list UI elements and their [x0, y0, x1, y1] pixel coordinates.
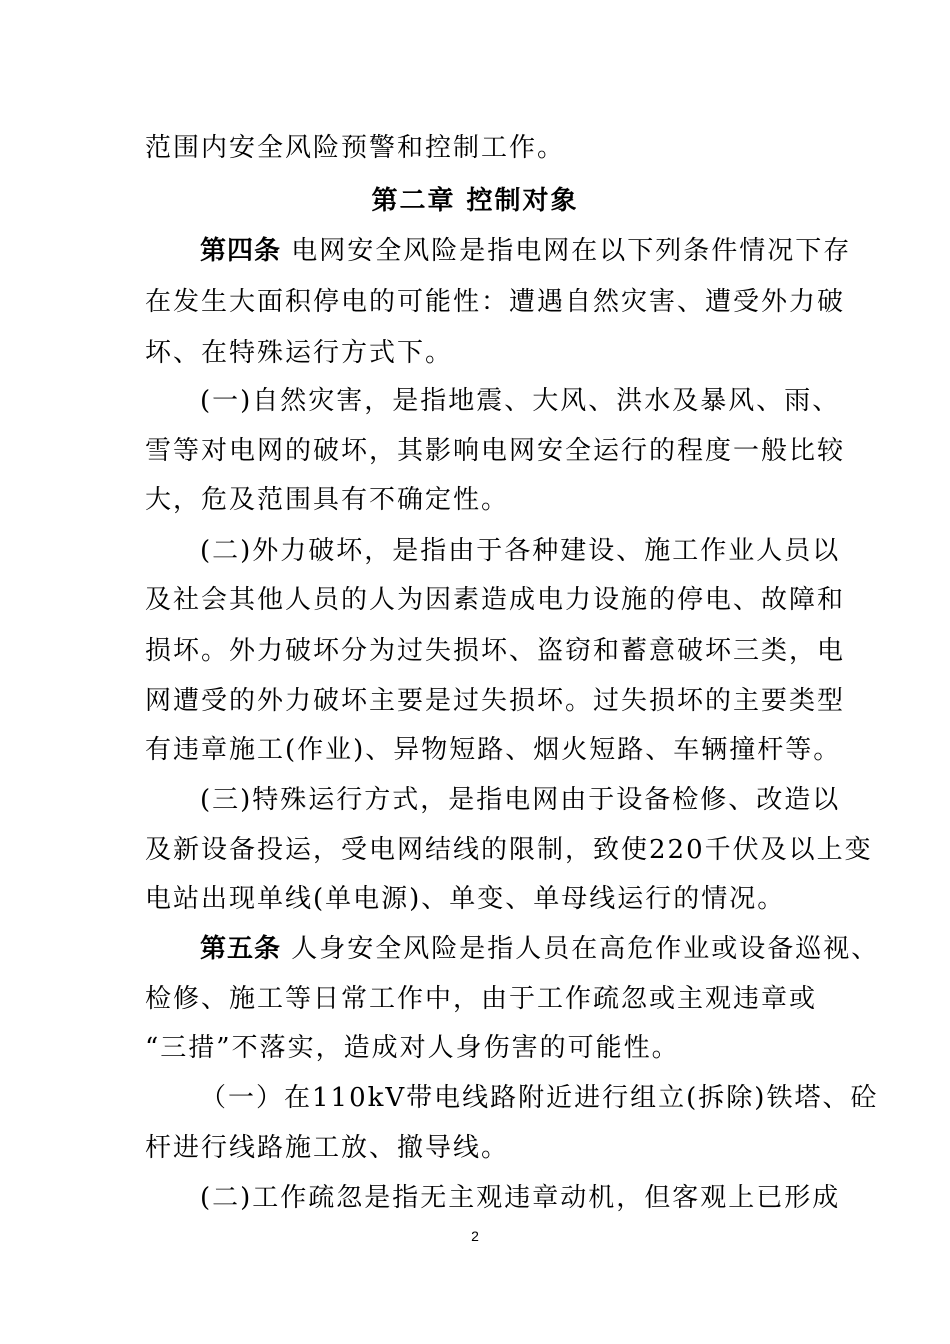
paragraph-line: 坏、在特殊运行方式下。	[145, 338, 454, 368]
article-5-text: 人身安全风险是指人员在高危作业或设备巡视、	[281, 934, 880, 964]
article-5-label: 第五条	[200, 934, 282, 964]
chapter-heading: 第二章 控制对象	[371, 186, 579, 216]
paragraph-line: (二)外力破坏，是指由于各种建设、施工作业人员以	[200, 536, 841, 566]
paragraph-line: (二)工作疏忽是指无主观违章动机，但客观上已形成	[200, 1183, 841, 1213]
page-number: 2	[471, 1228, 479, 1244]
paragraph-line: “三措”不落实，造成对人身伤害的可能性。	[145, 1033, 680, 1063]
paragraph-line: 电站出现单线(单电源)、单变、单母线运行的情况。	[145, 884, 786, 914]
article-4-text: 电网安全风险是指电网在以下列条件情况下存	[281, 236, 852, 266]
paragraph-line: 雪等对电网的破坏，其影响电网安全运行的程度一般比较	[145, 436, 846, 466]
paragraph-line: 杆进行线路施工放、撤导线。	[145, 1133, 510, 1163]
paragraph-line: (三)特殊运行方式，是指电网由于设备检修、改造以	[200, 785, 841, 815]
paragraph-line: 大，危及范围具有不确定性。	[145, 485, 510, 515]
paragraph-line: 在发生大面积停电的可能性：遭遇自然灾害、遭受外力破	[145, 287, 846, 317]
article-4-line	[200, 236, 851, 266]
article-5-line	[200, 934, 879, 964]
paragraph-line: （一）在110kV带电线路附近进行组立(拆除)铁塔、砼	[200, 1083, 879, 1113]
paragraph-line: 检修、施工等日常工作中，由于工作疏忽或主观违章或	[145, 984, 818, 1014]
paragraph-line: 网遭受的外力破坏主要是过失损坏。过失损坏的主要类型	[145, 686, 846, 716]
article-4-label: 第四条	[200, 236, 282, 266]
paragraph-line: 及社会其他人员的人为因素造成电力设施的停电、故障和	[145, 585, 846, 615]
paragraph-line: 有违章施工(作业)、异物短路、烟火短路、车辆撞杆等。	[145, 735, 842, 765]
paragraph-line: 范围内安全风险预警和控制工作。	[145, 133, 566, 163]
paragraph-line: 损坏。外力破坏分为过失损坏、盗窃和蓄意破坏三类，电	[145, 636, 846, 666]
paragraph-line: (一)自然灾害，是指地震、大风、洪水及暴风、雨、	[200, 386, 841, 416]
paragraph-line: 及新设备投运，受电网结线的限制，致使220千伏及以上变	[145, 835, 873, 865]
